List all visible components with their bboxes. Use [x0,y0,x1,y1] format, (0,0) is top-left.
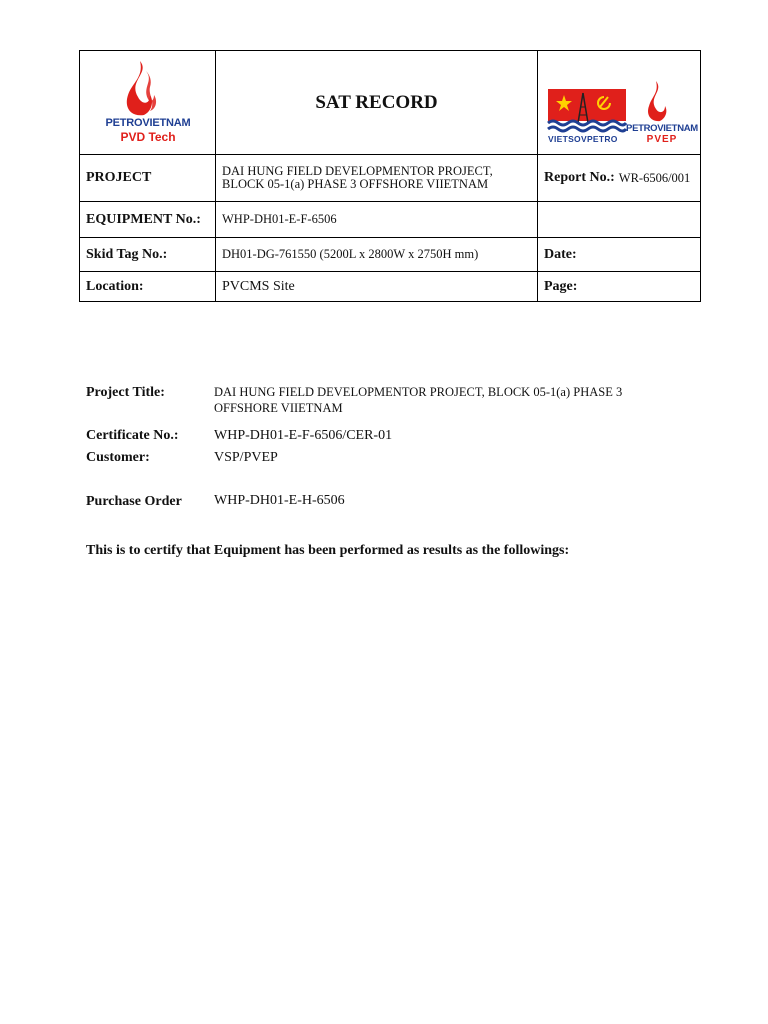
vietsovpetro-text: VIETSOVPETRO [548,134,618,144]
pvd-sub-text: PVD Tech [120,130,176,144]
project-title-line1: DAI HUNG FIELD DEVELOPMENTOR PROJECT, BLOCK 05-1(a) PHASE 3 [214,385,623,399]
location-label: Location: [86,279,144,294]
soviet-flag-icon [588,89,626,121]
certify-statement: This is to certify that Equipment has been performed as results as the followings: [86,543,570,558]
skid-tag-value: DH01-DG-761550 (5200L x 2800W x 2750H mm) [222,247,479,261]
project-title-line2: OFFSHORE VIIETNAM [214,401,343,415]
report-no-label: Report No.: [544,170,615,185]
purchase-order-label: Purchase Order [86,494,182,509]
certificate-label: Certificate No.: [86,428,179,443]
pvd-tech-logo [80,51,216,154]
header-table [79,50,701,302]
equipment-label: EQUIPMENT No.: [86,211,201,227]
page-title: SAT RECORD [315,91,438,113]
project-value-line2: BLOCK 05-1(a) PHASE 3 OFFSHORE VIIETNAM [222,177,489,191]
page-label: Page: [544,279,578,294]
vietsovpetro-pvep-logo [538,51,701,154]
certificate-value: WHP-DH01-E-F-6506/CER-01 [214,428,393,443]
flame-logo-icon [648,81,666,121]
project-value-line1: DAI HUNG FIELD DEVELOPMENTOR PROJECT, [222,164,493,178]
report-no-cell [538,155,701,201]
pvep-brand-text: PETROVIETNAM [626,123,698,134]
customer-value: VSP/PVEP [214,450,278,465]
project-title-label: Project Title: [86,385,165,400]
purchase-order-value: WHP-DH01-E-H-6506 [214,493,345,508]
equipment-value: WHP-DH01-E-F-6506 [222,212,337,226]
customer-label: Customer: [86,450,150,465]
vietnam-flag-icon [548,89,588,121]
project-label: PROJECT [86,170,152,185]
skid-tag-label: Skid Tag No.: [86,246,168,262]
project-value [216,155,537,201]
report-no-value: WR-6506/001 [618,170,691,185]
pvd-brand-text: PETROVIETNAM [105,117,191,129]
date-label: Date: [544,246,577,262]
pvep-sub-text: PVEP [646,134,678,145]
location-value: PVCMS Site [222,279,295,294]
